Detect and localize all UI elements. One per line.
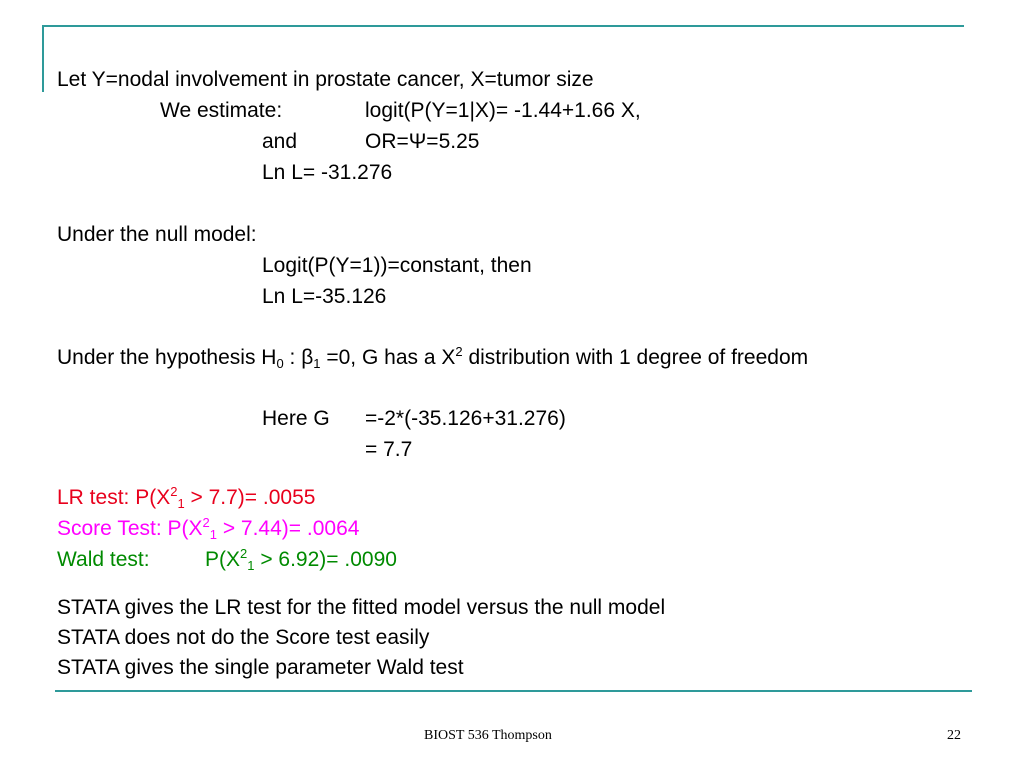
hypothesis-text-c: =0, G has a X: [320, 346, 456, 369]
score-rest: > 7.44)= .0064: [216, 517, 360, 540]
score-label: Score Test: P(X: [57, 517, 203, 540]
beta-subscript: 1: [313, 356, 321, 371]
h-subscript: 0: [276, 356, 284, 371]
score-subscript: 1: [209, 527, 217, 542]
lr-subscript: 1: [177, 496, 185, 511]
hypothesis-text-a: Under the hypothesis H: [57, 346, 277, 369]
hypothesis-text-d: distribution with 1 degree of freedom: [462, 346, 809, 369]
footer-course: BIOST 536 Thompson: [424, 728, 552, 743]
x-superscript: 2: [455, 344, 463, 359]
lr-rest: > 7.7)= .0055: [184, 486, 316, 509]
null-logit: Logit(P(Y=1))=constant, then: [262, 254, 532, 277]
wald-test-expression: [205, 548, 397, 572]
we-estimate-label: We estimate:: [160, 99, 283, 122]
bottom-rule: [55, 690, 972, 692]
null-model-heading: Under the null model:: [57, 223, 257, 246]
hypothesis-line: [57, 346, 808, 370]
top-rule: [42, 25, 964, 27]
wald-rest: > 6.92)= .0090: [254, 548, 397, 571]
wald-test-label: Wald test:: [57, 548, 150, 571]
left-rule: [42, 25, 44, 92]
odds-ratio: OR=Ψ=5.25: [365, 130, 480, 153]
lr-superscript: 2: [170, 484, 178, 499]
logit-equation: logit(P(Y=1|X)= -1.44+1.66 X,: [365, 99, 641, 122]
lr-label: LR test: P(X: [57, 486, 171, 509]
stata-line-1: STATA gives the LR test for the fitted model versus the null model: [57, 596, 666, 619]
wald-superscript: 2: [240, 546, 248, 561]
score-superscript: 2: [202, 515, 210, 530]
log-likelihood-full: Ln L= -31.276: [262, 161, 393, 184]
log-likelihood-null: Ln L=-35.126: [262, 285, 387, 308]
hypothesis-text-b: : β: [283, 346, 314, 369]
and-label: and: [262, 130, 298, 153]
wald-subscript: 1: [247, 558, 255, 573]
stata-line-3: STATA gives the single parameter Wald test: [57, 656, 464, 679]
stata-line-2: STATA does not do the Score test easily: [57, 626, 430, 649]
wald-expr: P(X: [205, 548, 241, 571]
intro-line: Let Y=nodal involvement in prostate cancer, X=tumor size: [57, 68, 594, 91]
score-test-line: [57, 517, 359, 541]
page-number: 22: [947, 728, 961, 743]
here-g-label: Here G: [262, 407, 330, 430]
g-calculation: =-2*(-35.126+31.276): [365, 407, 566, 430]
g-value: = 7.7: [365, 438, 413, 461]
lr-test-line: [57, 486, 315, 510]
